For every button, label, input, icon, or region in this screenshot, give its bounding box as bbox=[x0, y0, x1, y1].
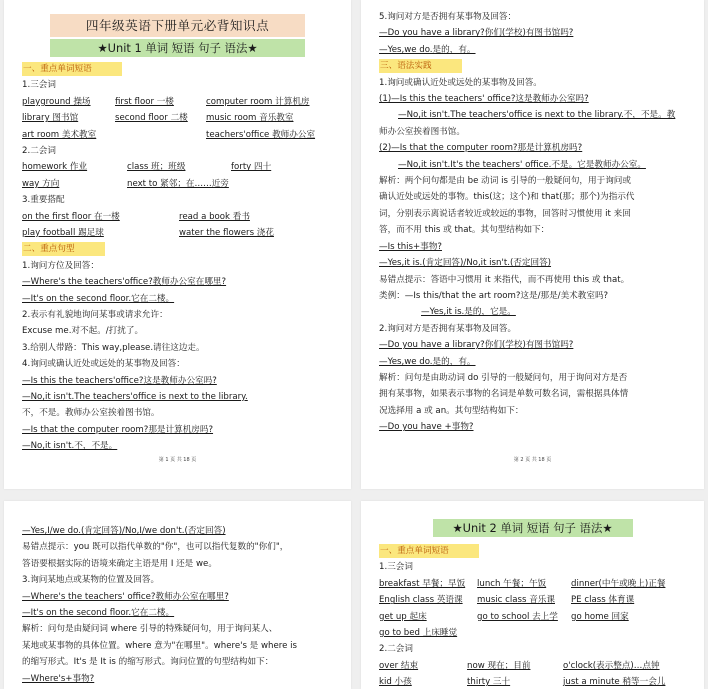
vocab-row bbox=[379, 592, 686, 608]
vocab-row bbox=[22, 225, 333, 241]
vocab-row bbox=[379, 609, 686, 625]
text-line: 3.询问某地点或某物的位置及回答。 bbox=[22, 575, 160, 586]
vocab-item: get up 起床 bbox=[379, 611, 427, 622]
vocab-item: just a minute 稍等一会儿 bbox=[563, 677, 666, 688]
vocab-item: go to school 去上学 bbox=[477, 611, 558, 622]
text-line: —It's on the second floor.它在二楼。 bbox=[22, 293, 175, 304]
text-line: —Yes,it is.是的，它是。 bbox=[421, 307, 516, 318]
page-footer: 第 2 页 共 18 页 bbox=[513, 457, 552, 463]
document-page-2 bbox=[361, 0, 704, 489]
text-line: 拥有某事物，如果表示事物的名词是单数可数名词，需根据具体情 bbox=[379, 389, 629, 400]
document-page-4 bbox=[361, 501, 704, 689]
vocab-item: go to bed 上床睡觉 bbox=[379, 627, 458, 638]
text-line: 类例：—Is this/that the art room?这是/那是/美术教室吗? bbox=[379, 290, 609, 301]
vocab-item: lunch 午餐；午饭 bbox=[477, 578, 547, 589]
vocab-item: computer room 计算机房 bbox=[206, 96, 310, 107]
vocab-item: music class 音乐课 bbox=[477, 595, 555, 606]
text-line: —Where's the teachers' office?教师办公室在哪里? bbox=[22, 591, 229, 602]
text-line: 答语要根据实际的语境来确定主语是用 I 还是 we。 bbox=[22, 558, 217, 569]
text-line: —Is this the teachers'office?这是教师办公室吗? bbox=[22, 375, 217, 386]
text-line: 解析：两个问句都是由 be 动词 is 引导的一般疑问句，用于询问或 bbox=[379, 176, 631, 187]
vocab-item: water the flowers 浇花 bbox=[179, 227, 274, 238]
vocab-row bbox=[22, 94, 333, 110]
text-line: —Yes,we do.是的，有。 bbox=[379, 356, 476, 367]
text-line: 2.表示有礼貌地询问某事或请求允许： bbox=[22, 309, 168, 320]
vocab-row bbox=[22, 159, 333, 175]
vocab-row bbox=[22, 209, 333, 225]
vocab-item: class 班；班级 bbox=[127, 162, 186, 173]
unit-1-heading: ★Unit 1 单词 短语 句子 语法★ bbox=[50, 39, 305, 57]
vocab-item: teachers'office 教师办公室 bbox=[206, 129, 316, 140]
vocab-item: kid 小孩 bbox=[379, 677, 412, 688]
text-line: (1)—Is this the teachers' office?这是教师办公室吗? bbox=[379, 94, 589, 105]
text-line: —Is this+事物? bbox=[379, 241, 442, 252]
vocab-item: now 现在；目前 bbox=[467, 660, 531, 671]
text-line: —Where's the teachers'office?教师办公室在哪里? bbox=[22, 277, 227, 288]
section-heading-grammar: 三、语法实践 bbox=[379, 59, 462, 73]
vocab-item: music room 音乐教室 bbox=[206, 113, 294, 124]
vocab-item: homework 作业 bbox=[22, 162, 88, 173]
text-line: 5.询问对方是否拥有某事物及回答： bbox=[379, 12, 517, 22]
subheading-two-skill-words: 2.二会词 bbox=[22, 145, 56, 156]
vocab-item: dinner(中午或晚上)正餐 bbox=[571, 578, 666, 589]
text-line: 答，而不用 this 或 that。其句型结构如下： bbox=[379, 225, 550, 236]
text-line: 况选择用 a 或 an。其句型结构如下： bbox=[379, 405, 524, 416]
vocab-item: on the first floor 在一楼 bbox=[22, 211, 120, 222]
unit-2-heading: ★Unit 2 单词 短语 句子 语法★ bbox=[433, 519, 633, 537]
document-title: 四年级英语下册单元必背知识点 bbox=[50, 14, 305, 37]
vocab-row bbox=[379, 625, 686, 641]
text-line: —No,it isn't.不，不是。 bbox=[22, 441, 118, 452]
section-heading-key-words: 一、重点单词短语 bbox=[379, 544, 479, 558]
subheading-three-skill-words: 1.三会词 bbox=[379, 562, 413, 573]
text-line: 易错点提示：you 既可以指代单数的"你"，也可以指代复数的"你们"， bbox=[22, 542, 289, 553]
vocab-item: second floor 二楼 bbox=[115, 113, 188, 124]
vocab-row bbox=[379, 658, 686, 674]
vocab-item: breakfast 早餐；早饭 bbox=[379, 578, 466, 589]
vocab-item: next to 紧邻；在……近旁 bbox=[127, 178, 229, 189]
text-line: —No,it isn't.The teachers'office is next to the library.不，不是。教 bbox=[398, 110, 676, 121]
vocab-item: way 方向 bbox=[22, 178, 60, 189]
vocab-item: play football 踢足球 bbox=[22, 227, 104, 238]
text-line: 的缩写形式。It's 是 It is 的缩写形式。询问位置的句型结构如下： bbox=[22, 657, 274, 668]
vocab-item: PE class 体育课 bbox=[571, 595, 635, 606]
vocab-row bbox=[379, 674, 686, 689]
text-line: Excuse me.对不起。/打扰了。 bbox=[22, 326, 144, 337]
text-line: —Do you have a library?你们(学校)有图书馆吗? bbox=[379, 28, 574, 39]
text-line: (2)—Is that the computer room?那是计算机房吗? bbox=[379, 143, 583, 154]
document-page-3 bbox=[4, 501, 351, 689]
vocab-row bbox=[22, 127, 333, 143]
text-line: 解析：问句是由助动词 do 引导的一般疑问句，用于询问对方是否 bbox=[379, 372, 628, 383]
text-line: 4.询问或确认近处或远处的某事物及回答： bbox=[22, 359, 185, 370]
section-heading-key-words: 一、重点单词短语 bbox=[22, 62, 122, 76]
vocab-item: go home 回家 bbox=[571, 611, 629, 622]
vocab-item: read a book 看书 bbox=[179, 211, 250, 222]
vocab-item: first floor 一楼 bbox=[115, 96, 174, 107]
text-line: —Is that the computer room?那是计算机房吗? bbox=[22, 424, 214, 435]
text-line: 师办公室挨着图书馆。 bbox=[379, 126, 465, 137]
text-line: 2.询问对方是否拥有某事物及回答。 bbox=[379, 323, 517, 334]
text-line: —Yes,we do.是的，有。 bbox=[379, 44, 476, 55]
vocab-item: o'clock(表示整点)…点钟 bbox=[563, 660, 660, 671]
text-line: —Do you have +事物? bbox=[379, 422, 474, 433]
subheading-collocations: 3.重要搭配 bbox=[22, 195, 65, 206]
vocab-item: English class 英语课 bbox=[379, 595, 463, 606]
section-heading-key-sentences: 二、重点句型 bbox=[22, 242, 105, 256]
text-line: —Do you have a library?你们(学校)有图书馆吗? bbox=[379, 340, 574, 351]
vocab-item: playground 操场 bbox=[22, 96, 91, 107]
text-line: —Yes,I/we do.(肯定回答)/No,I/we don't.(否定回答) bbox=[22, 526, 226, 536]
vocab-item: art room 美术教室 bbox=[22, 129, 97, 140]
text-line: 3.给别人带路：This way,please.请往这边走。 bbox=[22, 342, 205, 353]
vocab-item: library 图书馆 bbox=[22, 113, 79, 124]
text-line: —Where's+事物? bbox=[22, 673, 95, 684]
vocab-row bbox=[379, 576, 686, 592]
vocab-row bbox=[22, 110, 333, 126]
text-line: —No,it isn't.The teachers'office is next to the library. bbox=[22, 392, 248, 403]
vocab-item: thirty 三十 bbox=[467, 677, 511, 688]
text-line: 确认近处或远处的事物。this(这；这个)和 that(那；那个)为指示代 bbox=[379, 192, 635, 203]
text-line: —No,it isn't.It's the teachers' office.不是。它是教师办公室。 bbox=[398, 159, 646, 170]
text-line: —Yes,it is.(肯定回答)/No,it isn't.(否定回答) bbox=[379, 258, 552, 269]
subheading-two-skill-words: 2.二会词 bbox=[379, 644, 413, 655]
page-footer: 第 1 页 共 18 页 bbox=[158, 457, 197, 463]
vocab-row bbox=[22, 176, 333, 192]
text-line: 某地或某事物的具体位置。where 意为"在哪里"。where's 是 where is bbox=[22, 640, 298, 651]
text-line: 解析：问句是由疑问词 where 引导的特殊疑问句，用于询问某人、 bbox=[22, 624, 278, 635]
text-line: 1.询问或确认近处或远处的某事物及回答。 bbox=[379, 77, 542, 88]
text-line: —It's on the second floor.它在二楼。 bbox=[22, 608, 175, 619]
document-page-1 bbox=[4, 0, 351, 489]
text-line: 不，不是。教师办公室挨着图书馆。 bbox=[22, 408, 160, 419]
vocab-item: forty 四十 bbox=[231, 162, 272, 173]
subheading-three-skill-words: 1.三会词 bbox=[22, 80, 56, 91]
text-line: 词，分别表示离说话者较近或较远的事物，回答时习惯使用 it 来回 bbox=[379, 208, 631, 219]
vocab-item: over 结束 bbox=[379, 660, 419, 671]
text-line: 易错点提示：答语中习惯用 it 来指代，而不再使用 this 或 that。 bbox=[379, 274, 630, 285]
text-line: 1.询问方位及回答： bbox=[22, 260, 99, 271]
